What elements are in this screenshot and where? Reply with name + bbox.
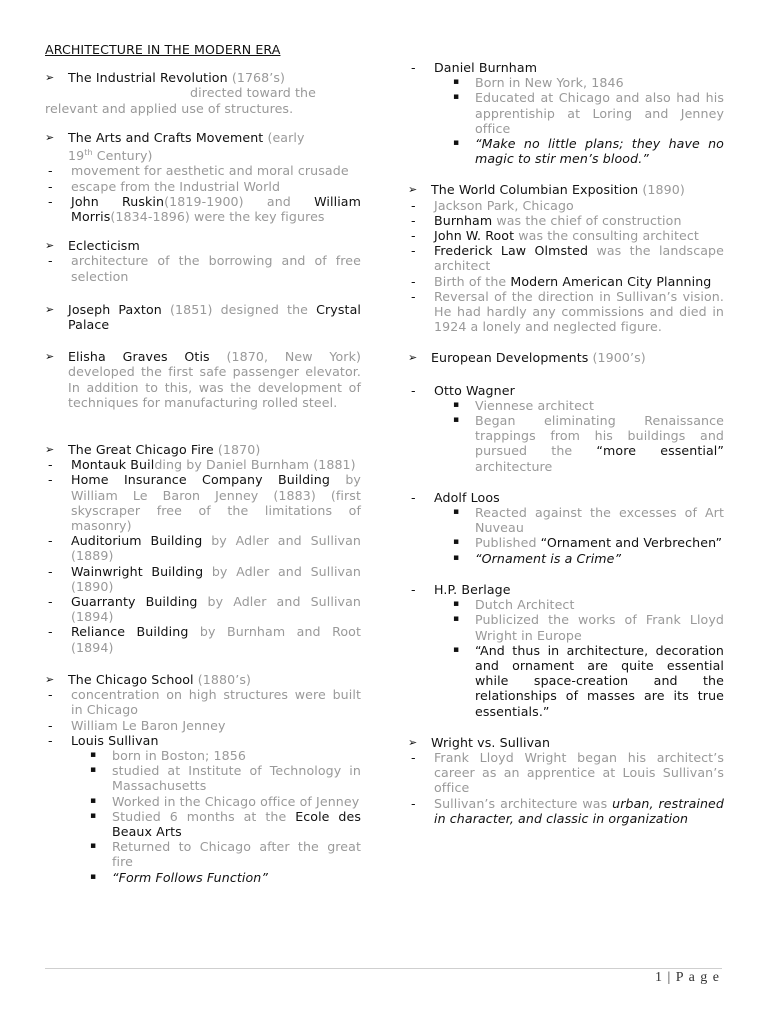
person-name: Louis Sullivan	[71, 732, 159, 748]
person-name: Daniel Burnham	[434, 60, 538, 75]
dash-icon: -	[411, 228, 416, 244]
square-bullet-icon: ▪	[453, 599, 460, 610]
footer-separator: |	[662, 970, 676, 985]
person-name: H.P. Berlage	[434, 581, 511, 597]
square-bullet-icon: ▪	[453, 507, 460, 518]
building-desc: by Adler and Sullivan (1894)	[71, 594, 361, 625]
square-bullet-icon: ▪	[90, 810, 97, 821]
dash-icon: -	[48, 253, 53, 269]
heading-arts-crafts	[45, 130, 361, 164]
arrow-bullet-icon: ➢	[45, 443, 55, 457]
dash-icon: -	[48, 717, 53, 733]
building-desc: by Adler and Sullivan (1889)	[71, 533, 362, 564]
building-desc: by Adler and Sullivan (1890)	[71, 563, 361, 594]
arrow-bullet-icon: ➢	[45, 239, 55, 253]
dash-icon: -	[411, 243, 416, 259]
dash-icon: -	[48, 193, 53, 209]
dash-icon: -	[411, 197, 416, 213]
arrow-bullet-icon: ➢	[45, 130, 55, 144]
dash-icon: -	[411, 60, 416, 75]
building-name: Montauk Buil	[71, 457, 155, 473]
sub-bullet: ▪ Worked in the Chicago office of Jenney	[90, 793, 360, 809]
sub-bullet: ▪ Reacted against the excesses of Art Nuveau	[453, 505, 724, 536]
square-bullet-icon: ▪	[90, 841, 97, 852]
dash-icon: -	[411, 382, 416, 398]
dash-icon: -	[411, 795, 416, 811]
heading-chicago-fire	[45, 442, 361, 457]
dash-icon: -	[48, 732, 53, 748]
list-item-text: concentration on high structures were built in Chicago	[71, 687, 361, 718]
heading-note: (early	[267, 129, 305, 145]
sub-bullet: ▪ Viennese architect	[453, 397, 594, 413]
building-desc: by Burnham and Root (1894)	[71, 624, 361, 655]
sub-bullet: ▪ studied at Institute of Technology in Massachusetts	[90, 763, 361, 794]
dash-icon: -	[48, 533, 53, 549]
building-name: Home Insurance Company Building	[71, 472, 330, 488]
heading-note: (1851) designed the	[161, 301, 317, 317]
building-desc: ding by Daniel Burnham (1881)	[154, 457, 356, 473]
sub-bullet: ▪ Began eliminating Renaissance trappings from his buildings and pursued the “more essential” architecture	[453, 413, 724, 474]
sub-bullet: ▪ “Ornament is a Crime”	[453, 550, 622, 566]
heading-text-2: Crystal Palace	[68, 301, 361, 333]
arrow-bullet-icon: ➢	[408, 735, 418, 749]
list-item-berlage	[408, 582, 724, 597]
person-name: Otto Wagner	[434, 382, 515, 398]
list-item	[45, 472, 361, 533]
heading-note-tail: Century)	[92, 148, 153, 164]
heading-text: European Developments	[431, 350, 589, 366]
square-bullet-icon: ▪	[453, 399, 460, 410]
square-bullet-icon: ▪	[453, 537, 460, 548]
arrow-bullet-icon: ➢	[408, 351, 418, 365]
list-item	[45, 457, 361, 472]
right-column	[408, 60, 724, 826]
heading-text: Joseph Paxton	[68, 301, 162, 317]
list-item: - Sullivan’s architecture was urban, restrained in character, and classic in organization	[411, 795, 725, 826]
list-item	[45, 564, 361, 594]
square-bullet-icon: ▪	[90, 749, 97, 760]
person-dates: (1819-1900)	[164, 193, 244, 209]
footer-divider	[45, 968, 722, 969]
heading-industrial-revolution	[45, 70, 361, 85]
heading-text: Elisha Graves Otis	[68, 349, 210, 365]
sub-bullet: ▪ Studied 6 months at the Ecole des Beaux Arts	[90, 808, 361, 839]
square-bullet-icon: ▪	[90, 795, 97, 806]
list-item-sullivan	[45, 733, 361, 748]
dash-icon: -	[48, 472, 53, 488]
list-item-burnham	[408, 60, 724, 75]
heading-text: The Arts and Crafts Movement	[68, 129, 264, 145]
heading-text: The World Columbian Exposition	[431, 182, 639, 198]
industrial-desc-line2: relevant and applied use of structures.	[45, 100, 294, 116]
list-item: - Reversal of the direction in Sullivan’s vision. He had hardly any commissions and died in 1924 a lonely and neglected figure.	[411, 288, 724, 335]
sub-bullet: ▪ born in Boston; 1856	[90, 747, 246, 763]
list-item: - Birth of the Modern American City Planning	[411, 273, 712, 289]
square-bullet-icon: ▪	[453, 92, 460, 103]
square-bullet-icon: ▪	[453, 415, 460, 426]
arrow-bullet-icon: ➢	[45, 672, 55, 686]
list-item: - Frank Lloyd Wright began his architect’s career as an apprentice at Louis Sullivan’s office	[411, 749, 724, 796]
list-item	[45, 253, 361, 283]
heading-european-developments	[408, 350, 724, 365]
sub-bullet: ▪ Dutch Architect	[453, 597, 575, 613]
heading-columbian-exposition	[408, 182, 724, 197]
dash-icon: -	[411, 288, 416, 304]
sub-bullet: ▪ Born in New York, 1846	[453, 75, 624, 91]
building-name: Guarranty Building	[71, 594, 198, 610]
page-title: ARCHITECTURE IN THE MODERN ERA	[45, 42, 281, 57]
heading-text: Wright vs. Sullivan	[431, 734, 551, 750]
dash-icon: -	[48, 178, 53, 194]
building-name: Wainwright Building	[71, 563, 204, 579]
dash-icon: -	[48, 563, 53, 579]
list-item: - Burnham was the chief of construction	[411, 212, 682, 228]
sub-bullet: ▪ Returned to Chicago after the great fire	[90, 839, 361, 870]
arrow-bullet-icon: ➢	[45, 302, 55, 316]
list-item	[45, 594, 361, 624]
dash-icon: -	[411, 212, 416, 228]
heading-wright-vs-sullivan	[408, 735, 724, 750]
list-item	[45, 163, 361, 178]
heading-chicago-school	[45, 672, 361, 687]
page-number: 1	[654, 970, 663, 985]
list-item-wagner	[408, 383, 724, 398]
list-item: - John W. Root was the consulting architect	[411, 228, 699, 244]
building-name: Auditorium Building	[71, 533, 203, 549]
list-item-text: William Le Baron Jenney	[71, 717, 226, 733]
industrial-desc-line1: directed toward the	[190, 85, 316, 101]
square-bullet-icon: ▪	[453, 614, 460, 625]
sub-bullet: ▪ Educated at Chicago and also had his apprentiship at Loring and Jenney office	[453, 90, 724, 136]
list-item	[45, 179, 361, 194]
dash-icon: -	[411, 489, 416, 505]
list-item	[45, 687, 361, 717]
sub-bullet: ▪ Published “Ornament and Verbrechen”	[453, 535, 723, 551]
dash-icon: -	[411, 581, 416, 597]
heading-paxton	[45, 302, 361, 332]
list-item	[45, 624, 361, 654]
heading-text: Eclecticism	[68, 238, 140, 254]
heading-note-century: 19	[68, 148, 85, 164]
heading-note: (1880’s)	[193, 671, 252, 687]
list-item-text: escape from the Industrial World	[71, 178, 281, 194]
list-item-loos	[408, 490, 724, 505]
person-dates: (1834-1896)	[110, 209, 190, 225]
square-bullet-icon: ▪	[453, 77, 460, 88]
dash-icon: -	[48, 457, 53, 473]
heading-note: (1890)	[638, 182, 685, 198]
list-item-text: architecture of the borrowing and of free selection	[71, 253, 361, 284]
heading-text: The Industrial Revolution	[68, 70, 228, 86]
dash-icon: -	[411, 749, 416, 765]
heading-note: (1768’s)	[231, 70, 286, 86]
square-bullet-icon: ▪	[453, 552, 460, 563]
dash-icon: -	[48, 624, 53, 640]
heading-text: The Great Chicago Fire	[68, 442, 214, 458]
dash-icon: -	[48, 594, 53, 610]
person-name: John Ruskin	[71, 193, 165, 209]
dash-icon: -	[48, 163, 53, 179]
sub-bullet: ▪ Publicized the works of Frank Lloyd Wright in Europe	[453, 612, 724, 643]
list-item-key-figures: - John Ruskin(1819-1900) and William Morris(1834-1896) were the key figures	[48, 193, 361, 225]
square-bullet-icon: ▪	[453, 138, 460, 149]
arrow-bullet-icon: ➢	[45, 71, 55, 85]
list-item: - Frederick Law Olmsted was the landscape architect	[411, 243, 724, 274]
arrow-bullet-icon: ➢	[45, 350, 55, 364]
square-bullet-icon: ▪	[90, 765, 97, 776]
heading-note: (1870, New York) developed the first safe passenger elevator. In addition to this, was the development of techniques for manufacturing rolled steel.	[68, 349, 361, 410]
list-item-text: movement for aesthetic and moral crusade	[71, 163, 349, 179]
list-item: - Jackson Park, Chicago	[411, 197, 574, 213]
heading-note: (1900’s)	[588, 350, 646, 366]
page-label: P a g e	[675, 970, 720, 985]
list-item	[45, 718, 361, 733]
sub-bullet: ▪ “Form Follows Function”	[90, 869, 269, 885]
heading-text: The Chicago School	[68, 671, 194, 687]
heading-otis	[45, 349, 361, 410]
arrow-bullet-icon: ➢	[408, 183, 418, 197]
heading-note-sup: th	[84, 148, 93, 158]
building-name: Reliance Building	[71, 624, 189, 640]
sub-bullet-quote: ▪ “And thus in architecture, decoration and ornament are quite essential while space-creation and the relationships of masses are its true essentials.”	[453, 642, 724, 719]
square-bullet-icon: ▪	[453, 644, 460, 655]
person-name: Adolf Loos	[434, 489, 500, 505]
dash-icon: -	[48, 687, 53, 703]
left-column	[45, 42, 361, 885]
heading-note: (1870)	[213, 442, 261, 458]
page-footer	[655, 970, 720, 986]
square-bullet-icon: ▪	[90, 871, 97, 882]
heading-eclecticism	[45, 238, 361, 253]
list-item	[45, 533, 361, 563]
person-name: William Morris	[71, 193, 361, 225]
dash-icon: -	[411, 273, 416, 289]
building-desc: by William Le Baron Jenney (1883) (first skyscraper free of the limitations of masonry)	[71, 472, 361, 534]
sub-bullet-quote: ▪ “Make no little plans; they have no magic to stir men’s blood.”	[453, 136, 724, 167]
